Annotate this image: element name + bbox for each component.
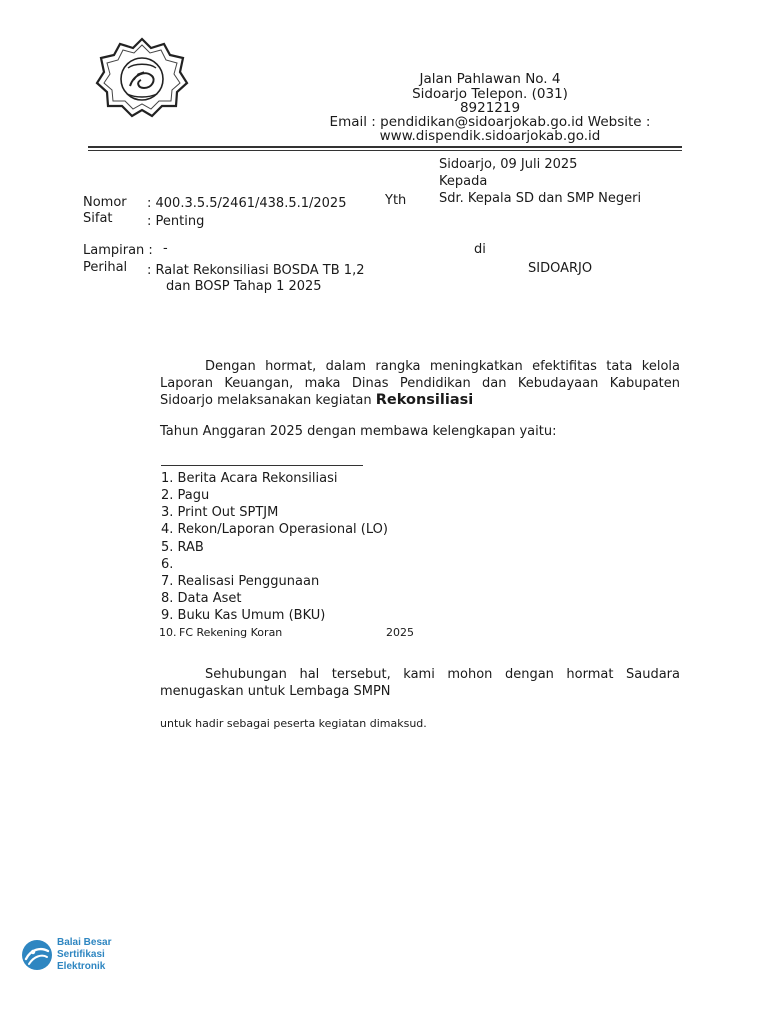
bsre-text-line2: Sertifikasi — [57, 949, 105, 960]
list-item: 9. Buku Kas Umum (BKU) — [161, 608, 326, 623]
letter-date: Sidoarjo, 09 Juli 2025 — [439, 157, 578, 172]
bsre-text-line1: Balai Besar — [57, 937, 112, 948]
sifat-label: Sifat — [83, 211, 113, 226]
perihal-value-line1: : Ralat Rekonsiliasi BOSDA TB 1,2 — [147, 263, 365, 278]
list-item: 1. Berita Acara Rekonsiliasi — [161, 471, 338, 486]
bsre-logo — [20, 936, 160, 976]
opening-paragraph — [160, 358, 680, 409]
sifat-value: : Penting — [147, 214, 205, 229]
perihal-label: Perihal — [83, 260, 128, 275]
regency-seal-logo — [94, 36, 190, 120]
list-item: 2. Pagu — [161, 488, 210, 503]
di-label: di — [474, 242, 486, 257]
list-item: 3. Print Out SPTJM — [161, 505, 279, 520]
list-underline — [161, 465, 363, 466]
letterhead-phone-number: 8921219 — [459, 100, 521, 116]
list-item: 7. Realisasi Penggunaan — [161, 574, 320, 589]
request-paragraph: Sehubungan hal tersebut, kami mohon dengan hormat Saudara menugaskan untuk Lembaga SMPN — [160, 667, 680, 699]
list-item-10-number: 10. — [159, 626, 177, 639]
recipient-city: SIDOARJO — [528, 261, 593, 276]
letterhead-address: Jalan Pahlawan No. 4 — [419, 71, 561, 87]
bsre-emblem-icon — [20, 938, 54, 972]
lampiran-label: Lampiran : — [83, 243, 153, 258]
list-item-10-text: FC Rekening Koran — [179, 626, 283, 639]
opening-paragraph-bold: Rekonsiliasi — [375, 392, 474, 408]
list-item: 4. Rekon/Laporan Operasional (LO) — [161, 522, 388, 537]
closing-line: untuk hadir sebagai peserta kegiatan dimaksud. — [160, 717, 427, 730]
lampiran-value: - — [163, 241, 168, 256]
yth-label: Yth — [385, 193, 407, 208]
nomor-value: : 400.3.5.5/2461/438.5.1/2025 — [147, 196, 347, 211]
kepada-label: Kepada — [439, 174, 488, 189]
letterhead-website: www.dispendik.sidoarjokab.go.id — [379, 128, 601, 144]
letterhead-email: Email : pendidikan@sidoarjokab.go.id Website : — [329, 114, 651, 130]
addressee: Sdr. Kepala SD dan SMP Negeri — [439, 191, 642, 206]
bsre-text-line3: Elektronik — [57, 961, 106, 972]
list-item-10-year: 2025 — [386, 626, 414, 639]
fiscal-year-line: Tahun Anggaran 2025 dengan membawa kelengkapan yaitu: — [160, 424, 557, 439]
perihal-value-line2: dan BOSP Tahap 1 2025 — [166, 279, 322, 294]
list-item: 8. Data Aset — [161, 591, 242, 606]
list-item: 6. — [161, 557, 174, 572]
opening-paragraph-text: Dengan hormat, dalam rangka meningkatkan efektifitas tata kelola Laporan Keuangan, maka Dinas Pendidikan dan Kebudayaan Kabupaten Sidoarjo melaksanakan kegiatan — [160, 359, 680, 408]
letterhead-rule-thin — [88, 150, 682, 151]
letterhead-phone: Sidoarjo Telepon. (031) — [412, 86, 568, 102]
letterhead-rule-thick — [88, 146, 682, 148]
list-item: 5. RAB — [161, 540, 204, 555]
nomor-label: Nomor — [83, 195, 127, 210]
